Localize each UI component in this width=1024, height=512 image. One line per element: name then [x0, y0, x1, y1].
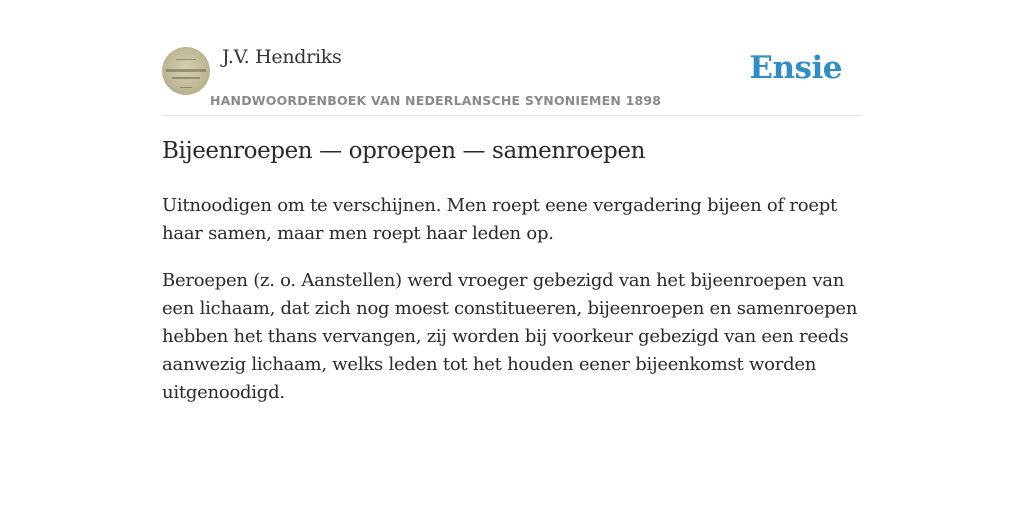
entry-paragraph: Beroepen (z. o. Aanstellen) werd vroeger gebezigd van het bijeenroepen van een lichaam, dat zich nog moest constitueeren, bijeenroepen en samenroepen hebben het thans vervangen, zij worden bij voorkeur gebezigd van een reeds aanwezig lichaam, welks leden tot het houden eener bijeenkomst worden uitgenoodigd. [162, 270, 858, 403]
book-cover-line [166, 69, 206, 72]
book-cover-line [176, 59, 196, 60]
author-name[interactable]: J.V. Hendriks [222, 46, 342, 68]
ensie-logo[interactable]: Ensie [749, 50, 842, 86]
page-container [162, 0, 862, 512]
entry-title: Bijeenroepen — oproepen — samenroepen [162, 138, 645, 164]
book-cover-line [180, 87, 192, 88]
page-header [162, 0, 862, 116]
entry-paragraph: Uitnoodigen om te verschijnen. Men roept eene vergadering bijeen of roept haar samen, maar men roept haar leden op. [162, 195, 837, 244]
source-title[interactable]: HANDWOORDENBOEK VAN NEDERLANSCHE SYNONIEMEN 1898 [210, 93, 662, 108]
author-avatar[interactable] [162, 47, 210, 95]
book-cover-line [172, 77, 200, 79]
